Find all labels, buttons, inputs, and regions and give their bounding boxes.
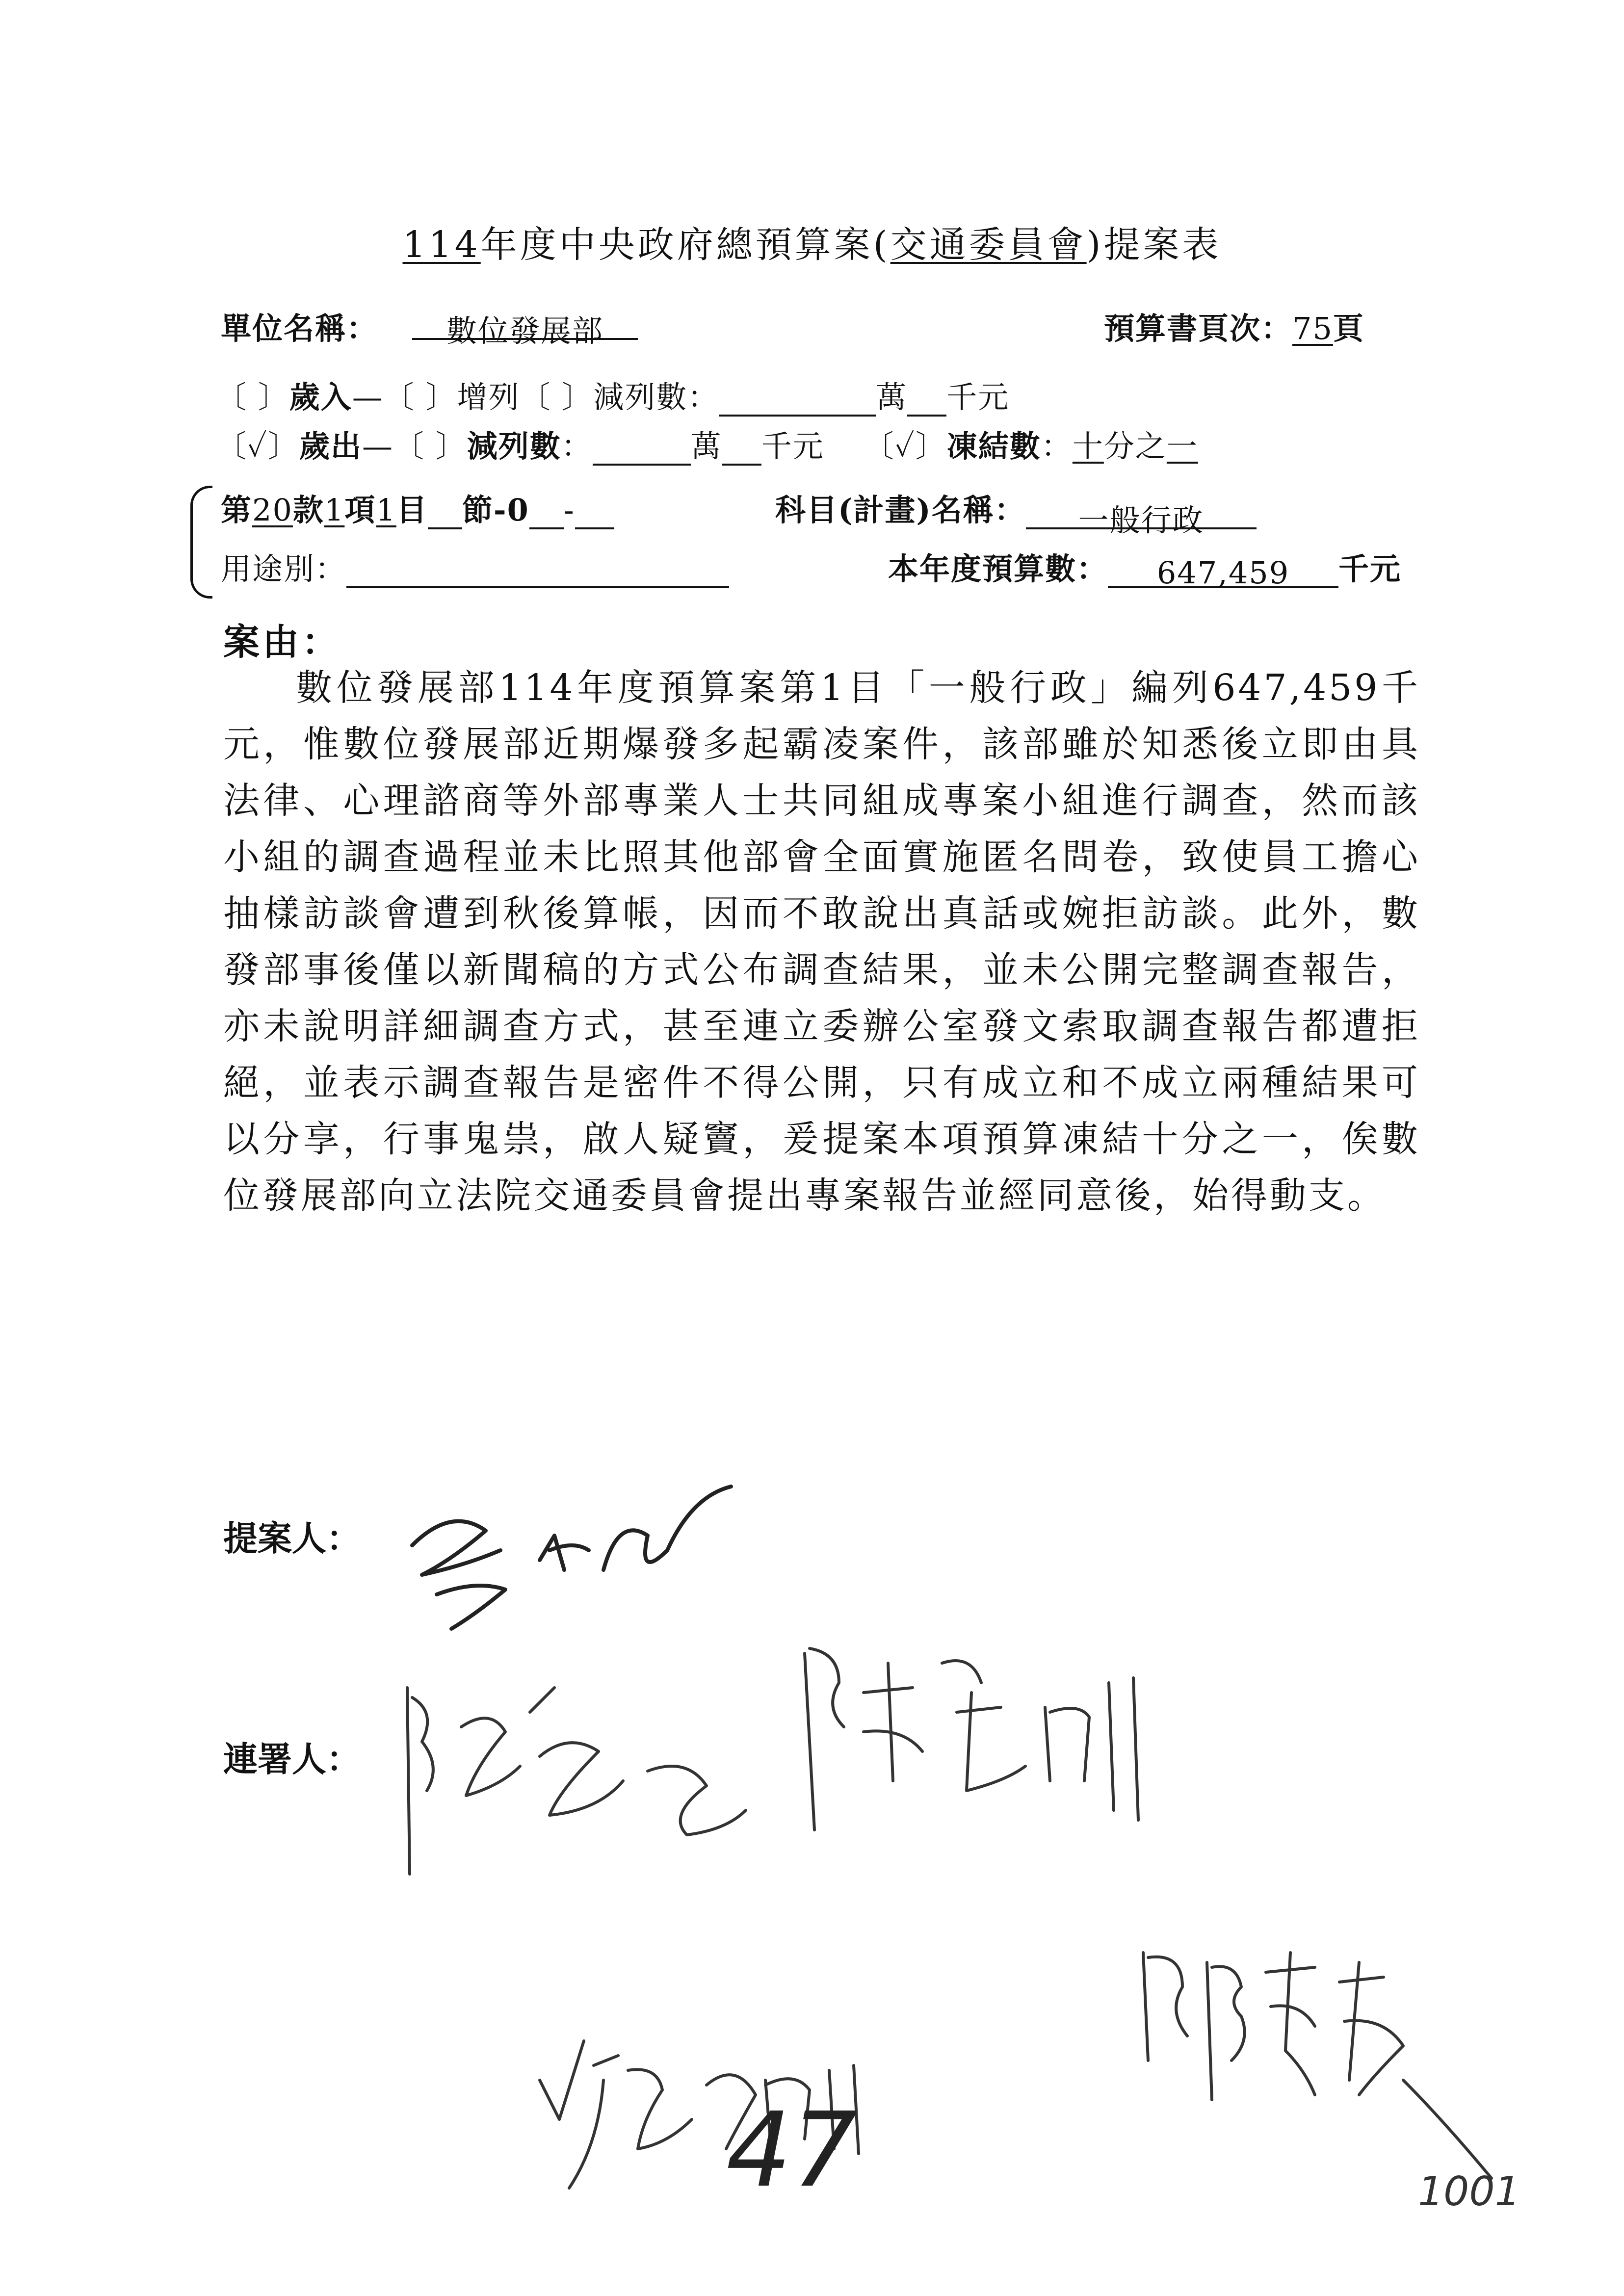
stamp-number: 1001 xyxy=(1418,2168,1520,2215)
proposer-label: 提案人： xyxy=(223,1518,361,1559)
jie-blank xyxy=(428,496,462,529)
usage-row xyxy=(221,545,729,588)
expense-label: 歲出 xyxy=(299,428,363,464)
page-value: 75 xyxy=(1292,311,1333,346)
title-year: 114 xyxy=(402,224,481,266)
classification-bracket xyxy=(190,486,212,599)
cosigner-label: 連署人： xyxy=(223,1739,361,1779)
title-tail: )提案表 xyxy=(1086,224,1222,266)
jie-sub2-blank xyxy=(575,496,614,529)
xiang-label: 項 xyxy=(344,492,376,528)
cosigner-signature-2 xyxy=(795,1634,1148,1842)
title-committee: 交通委員會 xyxy=(890,224,1087,266)
usage-value-blank xyxy=(346,555,729,588)
unit-value-field xyxy=(412,304,638,349)
reason-body xyxy=(223,660,1420,1224)
xiang-value: 1 xyxy=(324,492,345,528)
page-suffix: 頁 xyxy=(1333,311,1364,346)
freeze-of: 分之 xyxy=(1103,428,1167,464)
revenue-qian: 千元 xyxy=(946,379,1010,415)
kuan-value: 20 xyxy=(252,492,293,528)
jie-sub-blank xyxy=(529,496,564,529)
revenue-wan-blank xyxy=(719,383,876,417)
budget-label: 本年度預算數： xyxy=(888,551,1108,587)
mu-value: 1 xyxy=(376,492,396,528)
di-label: 第 xyxy=(221,492,253,528)
mu-label: 目 xyxy=(396,492,428,528)
jie-label: 節-0 xyxy=(462,492,529,528)
expense-qian: 千元 xyxy=(761,428,824,464)
expense-checkbox: 〔✓〕 xyxy=(216,428,299,464)
freeze-checkbox: 〔✓〕 xyxy=(863,428,947,464)
revenue-row xyxy=(216,373,1009,417)
revenue-wan: 萬 xyxy=(876,379,908,415)
reason-label: 案由： xyxy=(223,621,341,663)
freeze-label: 凍結數 xyxy=(946,428,1041,464)
subject-label: 科目(計畫)名稱： xyxy=(775,492,1026,528)
unit-value: 數位發展部 xyxy=(412,307,638,340)
form-title xyxy=(0,216,1624,268)
budget-unit: 千元 xyxy=(1338,551,1402,587)
budget-value: 647,459 xyxy=(1108,555,1338,588)
revenue-qian-blank xyxy=(907,383,946,417)
revenue-dash: — xyxy=(352,379,384,415)
page-label: 預算書頁次： xyxy=(1104,311,1293,346)
cosigner-signature-1 xyxy=(393,1668,760,1886)
revenue-increase-label: 增列 xyxy=(457,379,520,415)
reason-text: 數位發展部114年度預算案第1目「一般行政」編列647,459千元，惟數位發展部近期爆發多起霸凌案件，該部雖於知悉後立即由具法律、心理諮商等外部專業人士共同組成專案小組進行調查，然而該小組的調查過程並未比照其他部會全面實施匿名問卷，致使員工擔心抽樣訪談會遭到秋後算帳，因而不敢說出真話或婉拒訪談。此外，數發部事後僅以新聞稿的方式公布調查結果，並未公開完整調查報告，亦未說明詳細調查方式，甚至連立委辦公室發文索取調查報告都遭拒絕，並表示調查報告是密件不得公開，只有成立和不成立兩種結果可以分享，行事鬼祟，啟人疑竇，爰提案本項預算凍結十分之一，俟數位發展部向立法院交通委員會提出專案報告並經同意後，始得動支。 xyxy=(223,667,1420,1217)
revenue-label: 歲入 xyxy=(289,379,352,415)
freeze-colon: ： xyxy=(1041,428,1073,464)
revenue-checkbox: 〔 〕 xyxy=(216,379,289,415)
usage-label: 用途別： xyxy=(221,551,347,587)
expense-decrease-label: 減列數 xyxy=(467,428,561,464)
jie-dash: - xyxy=(563,492,575,528)
expense-wan: 萬 xyxy=(690,428,722,464)
proposer-signature xyxy=(393,1477,746,1641)
expense-decrease-colon: ： xyxy=(561,428,593,464)
expense-decrease-checkbox: 〔 〕 xyxy=(393,428,467,464)
title-mid: 年度中央政府總預算案( xyxy=(480,224,891,266)
subject-row xyxy=(775,486,1257,538)
expense-wan-blank xyxy=(593,432,691,466)
expense-qian-blank xyxy=(722,432,761,466)
expense-dash: — xyxy=(362,428,394,464)
budget-page-row xyxy=(1104,304,1364,348)
revenue-decrease-label: 減列數： xyxy=(593,379,719,415)
unit-label: 單位名稱： xyxy=(221,311,378,346)
classification-row xyxy=(221,486,614,529)
page-number: 47 xyxy=(726,2090,858,2210)
freeze-shi: 十 xyxy=(1072,428,1104,464)
subject-value: 一般行政 xyxy=(1026,496,1257,529)
revenue-decrease-checkbox: 〔 〕 xyxy=(520,379,594,415)
cosigner-signature-4 xyxy=(1128,1933,1501,2190)
kuan-label: 款 xyxy=(292,492,324,528)
revenue-increase-checkbox: 〔 〕 xyxy=(383,379,457,415)
budget-row xyxy=(888,545,1402,591)
expense-row xyxy=(216,422,1198,466)
freeze-yi: 一 xyxy=(1166,428,1198,464)
